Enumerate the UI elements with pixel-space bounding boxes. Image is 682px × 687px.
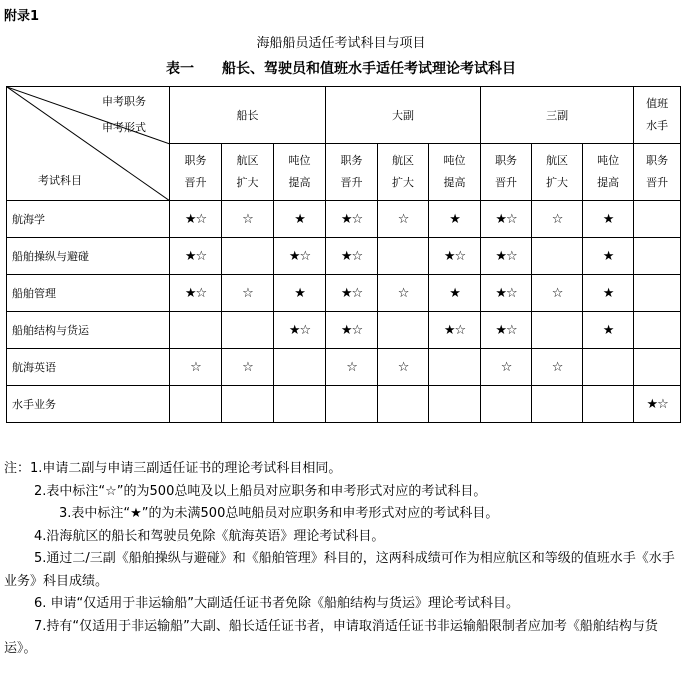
appendix-label: 附录1 bbox=[4, 9, 40, 24]
rank-header-captain: 船长 bbox=[170, 87, 326, 144]
form-header-line1: 吨位 bbox=[443, 154, 466, 167]
mark-cell: ★☆ bbox=[170, 275, 222, 312]
mark-cell: ★☆ bbox=[326, 238, 378, 275]
mark-cell: ★☆ bbox=[274, 312, 326, 349]
mark-cell bbox=[634, 312, 681, 349]
mark-cell bbox=[274, 349, 326, 386]
form-header-line1: 职务 bbox=[340, 154, 363, 167]
form-header-cell bbox=[429, 144, 481, 201]
mark-cell: ★ bbox=[274, 201, 326, 238]
mark-cell bbox=[583, 386, 634, 423]
mark-cell: ☆ bbox=[532, 275, 583, 312]
mark-cell: ☆ bbox=[532, 349, 583, 386]
mark-cell: ★☆ bbox=[170, 201, 222, 238]
corner-label-position: 申考职务 bbox=[102, 95, 146, 108]
mark-cell: ★ bbox=[583, 312, 634, 349]
form-header-line2: 晋升 bbox=[495, 176, 518, 189]
note-3: 3.表中标注“★”的为未满500总吨船员对应职务和申考形式对应的考试科目。 bbox=[59, 506, 499, 521]
table-row bbox=[7, 386, 681, 423]
mark-cell: ☆ bbox=[481, 349, 532, 386]
form-header-cell bbox=[634, 144, 681, 201]
form-header-line1: 航区 bbox=[236, 154, 259, 167]
notes-section bbox=[4, 458, 680, 661]
mark-cell bbox=[583, 349, 634, 386]
form-header-line1: 航区 bbox=[392, 154, 415, 167]
form-header-line1: 职务 bbox=[646, 154, 669, 167]
table-caption-label: 表一 bbox=[166, 61, 194, 77]
mark-cell: ★☆ bbox=[481, 275, 532, 312]
form-header-line1: 职务 bbox=[184, 154, 207, 167]
mark-cell: ★☆ bbox=[429, 238, 481, 275]
mark-cell: ★☆ bbox=[274, 238, 326, 275]
mark-cell: ☆ bbox=[222, 275, 274, 312]
rank-header-chief-officer: 大副 bbox=[326, 87, 481, 144]
mark-cell: ★ bbox=[583, 275, 634, 312]
form-header-cell bbox=[170, 144, 222, 201]
mark-cell: ☆ bbox=[378, 349, 429, 386]
mark-cell bbox=[532, 238, 583, 275]
table-row bbox=[7, 238, 681, 275]
mark-cell bbox=[222, 312, 274, 349]
mark-cell bbox=[378, 238, 429, 275]
mark-cell bbox=[378, 386, 429, 423]
document-title: 海船船员适任考试科目与项目 bbox=[256, 36, 426, 51]
form-header-line1: 吨位 bbox=[288, 154, 311, 167]
rank-header-watch-rating-line2: 水手 bbox=[646, 119, 669, 132]
table-row bbox=[7, 349, 681, 386]
note-4: 4.沿海航区的船长和驾驶员免除《航海英语》理论考试科目。 bbox=[34, 528, 385, 544]
mark-cell bbox=[634, 275, 681, 312]
mark-cell: ☆ bbox=[378, 275, 429, 312]
form-header-cell bbox=[481, 144, 532, 201]
mark-cell bbox=[429, 386, 481, 423]
mark-cell: ☆ bbox=[222, 201, 274, 238]
rank-header-watch-rating-line1: 值班 bbox=[646, 97, 669, 110]
mark-cell bbox=[634, 201, 681, 238]
form-header-line1: 吨位 bbox=[597, 154, 620, 167]
mark-cell bbox=[634, 349, 681, 386]
mark-cell bbox=[170, 312, 222, 349]
form-header-line2: 晋升 bbox=[646, 176, 669, 189]
corner-label-form: 申考形式 bbox=[102, 121, 146, 134]
form-header-cell bbox=[532, 144, 583, 201]
subject-cell: 船舶结构与货运 bbox=[7, 312, 170, 349]
mark-cell bbox=[532, 386, 583, 423]
mark-cell: ★ bbox=[429, 201, 481, 238]
form-header-line2: 提高 bbox=[443, 176, 466, 189]
form-header-cell bbox=[378, 144, 429, 201]
subject-cell: 船舶管理 bbox=[7, 275, 170, 312]
mark-cell: ☆ bbox=[222, 349, 274, 386]
rank-header-third-officer: 三副 bbox=[481, 87, 634, 144]
mark-cell: ☆ bbox=[378, 201, 429, 238]
subject-cell: 水手业务 bbox=[7, 386, 170, 423]
mark-cell bbox=[326, 386, 378, 423]
form-header-cell bbox=[222, 144, 274, 201]
mark-cell: ★☆ bbox=[481, 201, 532, 238]
mark-cell: ☆ bbox=[326, 349, 378, 386]
note-2: 2.表中标注“☆”的为500总吨及以上船员对应职务和申考形式对应的考试科目。 bbox=[34, 483, 487, 499]
mark-cell: ★ bbox=[274, 275, 326, 312]
form-header-cell bbox=[326, 144, 378, 201]
form-header-line2: 提高 bbox=[288, 176, 311, 189]
mark-cell: ☆ bbox=[532, 201, 583, 238]
mark-cell: ★☆ bbox=[634, 386, 681, 423]
table-row bbox=[7, 275, 681, 312]
mark-cell: ☆ bbox=[170, 349, 222, 386]
note-7: 7.持有“仅适用于非运输船”大副、船长适任证书者，申请取消适任证书非运输船限制者应加考《船舶结构与货运》。 bbox=[4, 618, 658, 656]
subject-cell: 船舶操纵与避碰 bbox=[7, 238, 170, 275]
mark-cell bbox=[532, 312, 583, 349]
mark-cell bbox=[222, 238, 274, 275]
mark-cell: ★☆ bbox=[326, 312, 378, 349]
note-6: 6. 申请“仅适用于非运输船”大副适任证书者免除《船舶结构与货运》理论考试科目。 bbox=[34, 596, 520, 611]
mark-cell: ★☆ bbox=[481, 238, 532, 275]
mark-cell bbox=[170, 386, 222, 423]
subject-cell: 航海英语 bbox=[7, 349, 170, 386]
table-row bbox=[7, 201, 681, 238]
form-header-line2: 扩大 bbox=[392, 176, 415, 189]
form-header-line2: 扩大 bbox=[546, 176, 569, 189]
note-1: 注：1.申请二副与申请三副适任证书的理论考试科目相同。 bbox=[4, 461, 342, 476]
mark-cell: ★☆ bbox=[170, 238, 222, 275]
mark-cell bbox=[481, 386, 532, 423]
form-header-line1: 职务 bbox=[495, 154, 518, 167]
mark-cell: ★☆ bbox=[429, 312, 481, 349]
form-header-line2: 扩大 bbox=[236, 176, 259, 189]
mark-cell: ★ bbox=[429, 275, 481, 312]
table-caption bbox=[0, 58, 682, 78]
mark-cell: ★☆ bbox=[326, 201, 378, 238]
mark-cell: ★☆ bbox=[326, 275, 378, 312]
form-header-cell bbox=[583, 144, 634, 201]
mark-cell bbox=[634, 238, 681, 275]
mark-cell bbox=[274, 386, 326, 423]
note-5: 5.通过二/三副《船舶操纵与避碰》和《船舶管理》科目的，这两科成绩可作为相应航区和等级的值班水手《水手业务》科目成绩。 bbox=[4, 551, 675, 589]
exam-subjects-table bbox=[6, 86, 681, 423]
form-header-line2: 晋升 bbox=[340, 176, 363, 189]
mark-cell bbox=[222, 386, 274, 423]
mark-cell: ★ bbox=[583, 201, 634, 238]
corner-label-subject: 考试科目 bbox=[38, 174, 82, 187]
table-caption-text: 船长、驾驶员和值班水手适任考试理论考试科目 bbox=[222, 61, 516, 77]
form-header-line2: 提高 bbox=[597, 176, 620, 189]
rank-header-watch-rating bbox=[634, 87, 681, 144]
subject-cell: 航海学 bbox=[7, 201, 170, 238]
form-header-line1: 航区 bbox=[546, 154, 569, 167]
mark-cell: ★ bbox=[583, 238, 634, 275]
form-header-line2: 晋升 bbox=[184, 176, 207, 189]
table-row bbox=[7, 312, 681, 349]
header-corner-cell bbox=[7, 87, 170, 201]
form-header-cell bbox=[274, 144, 326, 201]
mark-cell bbox=[378, 312, 429, 349]
mark-cell: ★☆ bbox=[481, 312, 532, 349]
mark-cell bbox=[429, 349, 481, 386]
